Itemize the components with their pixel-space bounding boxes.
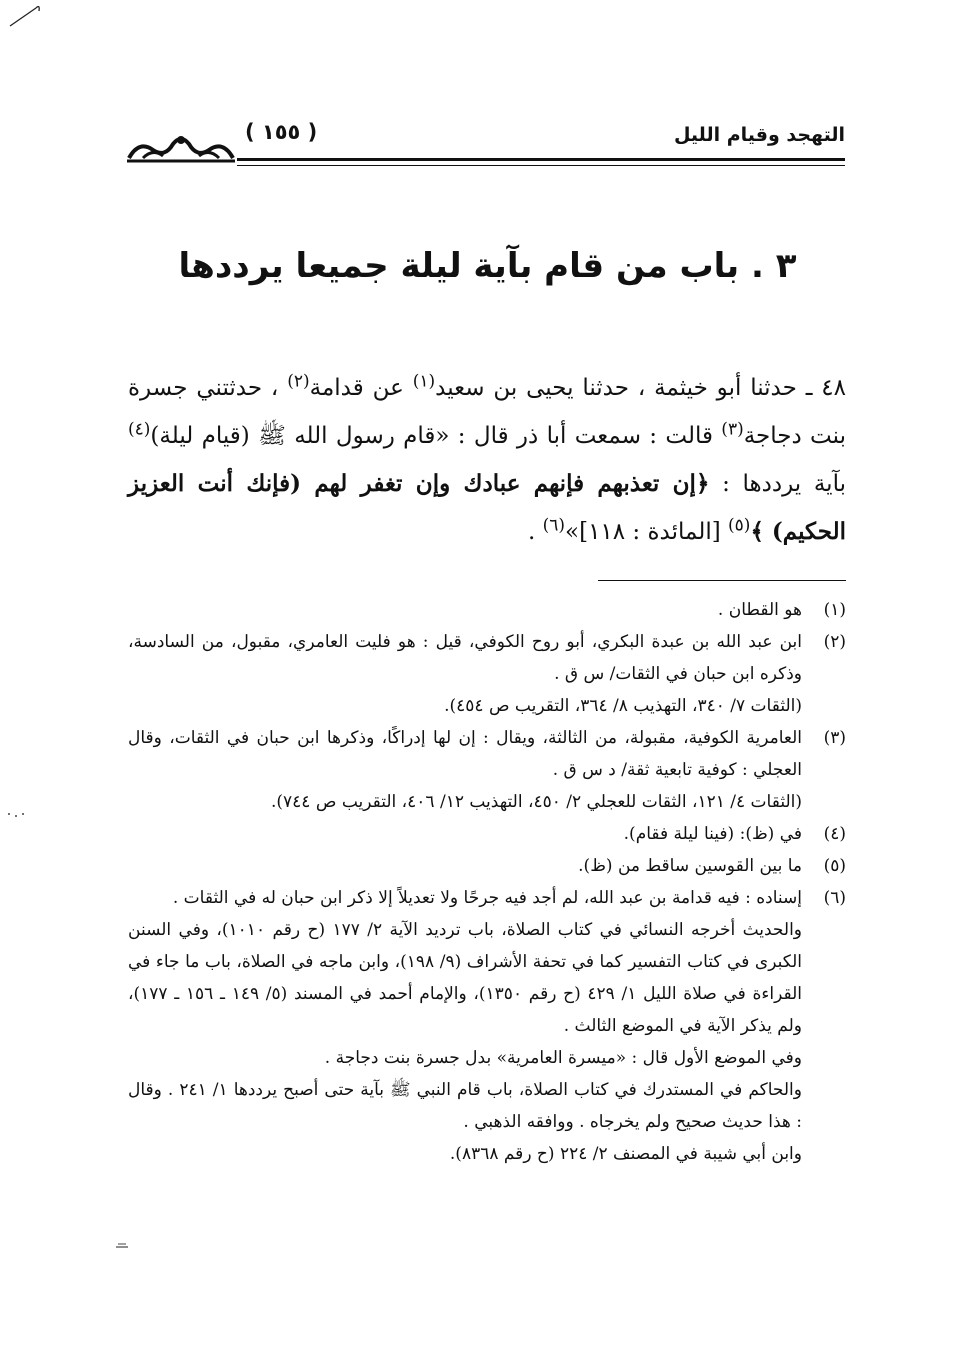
footnote-line: (الثقات ٤/ ١٢١، الثقات للعجلي ٢/ ٤٥٠، التهذيب ١٢/ ٤٠٦، التقريب ص ٧٤٤). [271, 792, 802, 812]
footnote-mark: (١) [823, 600, 846, 620]
chapter-title: ٣ . باب من قام بآية ليلة جميعا يرددها [178, 246, 797, 286]
footnote-ref: (٦) [542, 515, 566, 536]
footnote-body [128, 850, 802, 882]
verse-citation: [المائدة : ١١٨]» [565, 519, 729, 545]
footnote-line: (الثقات ٧/ ٣٤٠، التهذيب ٨/ ٣٦٤، التقريب ص ٤٥٤). [444, 696, 802, 716]
page-number: ( ١٥٥ ) [245, 120, 318, 144]
hadith-text [128, 364, 846, 556]
margin-speck-mark [114, 1242, 130, 1252]
quran-verse: ﴿إن تعذبهم فإنهم عبادك وإن تغفر لهم (فإنك أنت العزيز الحكيم) ﴾ [128, 470, 846, 545]
footnote-ref: (٤) [128, 419, 151, 440]
footnote-line: العامرية الكوفية، مقبولة، من الثالثة، ويقال : إن لها إدراكًا، وذكرها ابن حبان في الثقات، وقال العجلي : كوفية تابعية ثقة/ د س ق . [128, 728, 802, 780]
header-rule-thick [237, 158, 845, 161]
footnote-body [128, 818, 802, 850]
footnote-item [128, 882, 846, 1170]
header-ornament-icon [125, 128, 237, 166]
header-rule-thin [237, 165, 845, 166]
footnote-body [128, 722, 802, 818]
footnote-line: ابن عبد الله بن عبدة البكري، أبو روح الكوفي، قيل : هو فليت العامري، مقبول، من السادسة، وذكره ابن حبان في الثقات/ س ق . [128, 632, 802, 684]
footnote-body [128, 594, 802, 626]
footnote-ref: (٢) [287, 371, 310, 392]
page-header [125, 118, 845, 178]
footnote-line: والحاكم في المستدرك في كتاب الصلاة، باب قام النبي ﷺ بآية حتى أصبح يرددها ١/ ٢٤١ . وقال : هذا حديث صحيح ولم يخرجاه . ووافقه الذهبي . [128, 1080, 802, 1132]
footnote-line: والحديث أخرجه النسائي في كتاب الصلاة، باب ترديد الآية ٢/ ١٧٧ (ح رقم ١٠١٠)، وفي السنن الكبرى في كتاب التفسير كما في تحفة الأشراف (٩/ ١٩٨)، وابن ماجه في الصلاة، باب ما جاء في القراءة في صلاة الليل ١/ ٤٢٩ (ح رقم ١٣٥٠)، والإمام أحمد في المسند (٥/ ١٤٩ ـ ١٥٦ ـ ١٧٧)، ولم يذكر الآية في الموضع الثالث . [128, 920, 803, 1036]
hadith-ending: . [527, 519, 543, 545]
footnote-mark: (٢) [823, 632, 846, 652]
footnote-body [128, 882, 802, 1170]
footnote-item [128, 594, 846, 626]
footnote-ref: (١) [412, 371, 436, 392]
footnote-line: وفي الموضع الأول قال : «ميسرة العامرية» بدل جسرة بنت دجاجة . [324, 1048, 802, 1068]
footnote-mark: (٤) [823, 824, 846, 844]
footnote-item [128, 722, 846, 818]
footnote-ref: (٣) [721, 419, 744, 440]
footnote-mark: (٦) [823, 888, 846, 908]
hadith-intro-part: بآية يرددها : [709, 471, 846, 497]
footnote-mark: (٣) [823, 728, 846, 748]
footnote-line: ما بين القوسين ساقط من (ظ). [578, 856, 802, 876]
hadith-intro-part: ، حدثتني جسرة بنت دجاجة [128, 375, 846, 449]
footnote-item [128, 850, 846, 882]
footnote-separator [598, 580, 846, 581]
running-title: التهجد وقيام الليل [673, 124, 845, 146]
footnote-ref: (٥) [728, 515, 751, 536]
margin-dots-mark [6, 810, 28, 824]
corner-scribble-mark [6, 2, 46, 30]
footnote-body [128, 626, 802, 722]
footnote-item [128, 626, 846, 722]
footnote-line: إسناده : فيه قدامة بن عبد الله، لم أجد فيه جرحًا ولا تعديلاً إلا ذكر ابن حبان له في الثقات . [172, 888, 802, 908]
footnote-mark: (٥) [823, 856, 846, 876]
footnote-line: هو القطان . [717, 600, 802, 620]
footnotes-list [128, 594, 846, 1170]
footnote-line: وابن أبي شيبة في المصنف ٢/ ٢٢٤ (ح رقم ٨٣٦٨). [449, 1144, 802, 1164]
hadith-intro-part: عن قدامة [309, 375, 413, 401]
hadith-intro-part: ٤٨ ـ حدثنا أبو خيثمة ، حدثنا يحيى بن سعيد [435, 375, 847, 401]
footnote-line: في (ظ): (فينا ليلة فقام). [623, 824, 802, 844]
footnote-item [128, 818, 846, 850]
hadith-intro-part: قالت : سمعت أبا ذر قال : «قام رسول الله ﷺ (قيام ليلة) [150, 423, 722, 449]
